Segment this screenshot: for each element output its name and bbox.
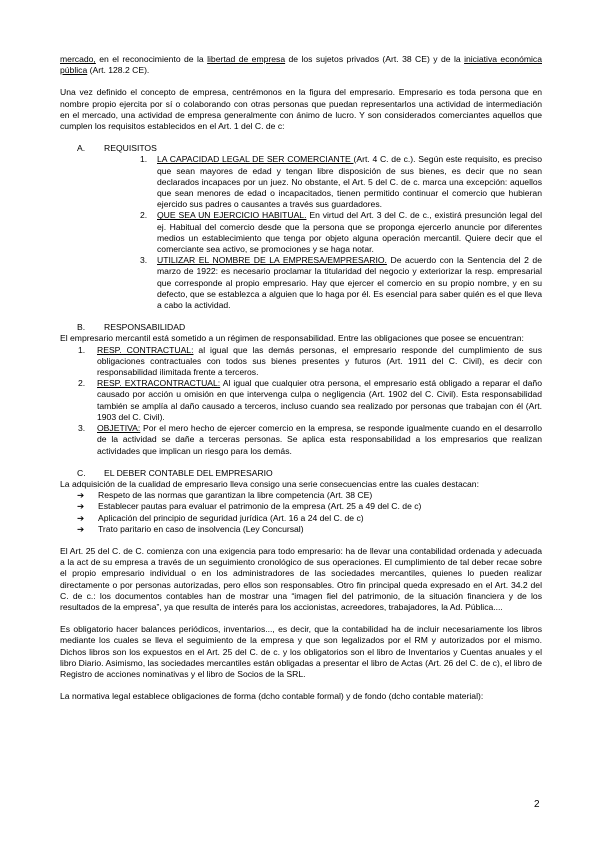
list-item [60,501,542,512]
paragraph-empresario: Una vez definido el concepto de empresa, centrémonos en la figura del empresario. Empresario es toda persona que en nombre propio ejercita por sí o colaborando con otras personas que puedan representarlos una actividad de intermediación en el mercado, una actividad de empresa generalmente con ánimo de lucro. Y son considerados comerciantes aquellos que cumplen los requisitos establecidos en el Art. 1 del C. de c: [60,87,542,132]
section-letter: B. [77,322,86,333]
item-heading: UTILIZAR EL NOMBRE DE LA EMPRESA/EMPRESARIO. [157,255,387,266]
page-number: 2 [534,799,540,810]
list-item [60,154,542,210]
document-page [60,54,542,702]
intro-term-mercado: mercado, [60,54,96,64]
paragraph-balances: Es obligatorio hacer balances periódicos, inventarios..., es decir, que la contabilidad ha de incluir necesariamente los libros mediante los cuales se lleva el seguimiento de la empresa y que son legalizados por el RM y autorizados por el mismo. Dichos libros son los expuestos en el Art. 25 del C. de c. y los obligatorios son el libro de Inventarios y Cuentas anuales y el libro Diario. Asimismo, las sociedades mercantiles están obligadas a presentar el libro de Actas (Art. 26 del C. de c), el libro de Registro de acciones nominativas y el libro de Socios de la SRL. [60,624,542,679]
section-title: RESPONSABILIDAD [104,322,186,333]
list-item [60,255,542,311]
arrow-icon: ➔ [77,490,85,501]
intro-term-iniciativa: iniciativa económica pública [60,54,542,76]
item-text: Trato paritario en caso de insolvencia (Ley Concursal) [98,523,304,534]
paragraph-deber: La adquisición de la cualidad de empresario lleva consigo una serie consecuencias entre las cuales destacan: [60,478,479,489]
item-heading: QUE SEA UN EJERCICIO HABITUAL. [157,210,307,221]
paragraph-art25: El Art. 25 del C. de C. comienza con una exigencia para todo empresario: ha de llevar una contabilidad ordenada y adecuada a la act de su empresa a través de un seguimiento cronológico de sus operaciones. El cumplimiento de tal deber recae sobre el propio empresario individual o en los administradores de las sociedades mercantiles, quienes lo pueden realizar directamente o por personas autorizadas, pero ellos son responsables. Otro fin principal queda expresado en el Art. 34.2 del C. de c.: los documentos contables han de mostrar una “imagen fiel del patrimonio, de la situación financiera y de los resultados de la empresa”, ya que resulta de interés para los accionistas, acreedores, trabajadores, la Ad. Pública.... [60,545,542,612]
consecuencias-list [60,490,542,535]
section-title: EL DEBER CONTABLE DEL EMPRESARIO [104,467,273,478]
item-number: 1. [78,344,86,355]
item-number: 2. [140,210,148,221]
list-item [60,345,542,379]
item-text: Aplicación del principio de seguridad jurídica (Art. 16 a 24 del C. de c) [98,512,364,523]
list-item [60,490,542,501]
item-text: Establecer pautas para evaluar el patrimonio de la empresa (Art. 25 a 49 del C. de c) [98,501,422,512]
list-item [60,423,542,457]
paragraph-normativa: La normativa legal establece obligaciones de forma (dcho contable formal) y de fondo (dcho contable material): [60,691,484,702]
list-item [60,210,542,255]
item-number: 1. [140,154,148,165]
item-heading: OBJETIVA: [97,423,141,434]
intro-text: de los sujetos privados (Art. 38 CE) y de la [285,54,465,64]
requisitos-list [60,154,542,311]
item-heading: RESP. EXTRACONTRACTUAL: [97,378,221,389]
item-text: (Art. 4 C. de c.). Según este requisito, es preciso que sean mayores de edad y tengan libre disposición de sus bienes, es decir que no sean declarados incapaces por un juez. No obstante, el Art. 5 del C. de c. marca una excepción: aquellos que sean menores de edad o incapacitados, tienen permitido continuar el comercio que hubieran ejercido sus padres o causantes a través sus guardadores. [157,154,542,210]
responsabilidades-list [60,345,542,457]
section-heading-requisitos [77,143,542,154]
item-number: 3. [140,255,148,266]
section-heading-responsabilidad [77,322,542,333]
section-letter: A. [77,143,86,154]
item-text: al igual que las demás personas, el empresario responde del cumplimiento de sus obligaciones contractuales con todos sus bienes presentes y futuros (Art. 1911 del C. Civil), es decir con responsabilidad ilimitada frente a terceros. [97,344,543,378]
intro-text: (Art. 128.2 CE). [87,65,150,76]
item-text: Por el mero hecho de ejercer comercio en la empresa, se responde igualmente cuando en el desarrollo de la actividad se dañe a terceras personas. Se aplica esta responsabilidad a los empresarios que realizan actividades que implican un riesgo para los demás. [97,423,542,456]
list-item [60,524,542,535]
item-text: Respeto de las normas que garantizan la libre competencia (Art. 38 CE) [98,490,373,501]
intro-paragraph [60,54,542,76]
section-letter: C. [77,467,86,478]
item-number: 2. [78,378,86,389]
intro-term-libertad: libertad de empresa [207,54,286,64]
item-text: Al igual que cualquier otra persona, el empresario está obligado a reparar el daño causado por acción u omisión en que intervenga culpa o negligencia (Art. 1902 del C. Civil). Esta responsabilidad también se amplía al daño causado a terceros, incluso cuando sea realizado por personas que trabajan con él (Art. 1903 del C. Civil). [97,378,542,422]
section-title: REQUISITOS [104,143,157,154]
list-item [60,378,542,423]
item-heading: LA CAPACIDAD LEGAL DE SER COMERCIANTE [157,154,354,165]
arrow-icon: ➔ [77,512,85,523]
intro-text: en el reconocimiento de la [95,54,208,64]
item-number: 3. [78,423,86,434]
item-heading: RESP. CONTRACTUAL: [97,344,194,355]
arrow-icon: ➔ [77,501,85,512]
arrow-icon: ➔ [77,523,85,534]
item-text: De acuerdo con la Sentencia del 2 de marzo de 1922: es necesario proclamar la titularidad del negocio y exteriorizar la resp. empresarial que corresponde al propio empresario. Hay que ejercer el comercio en su propio nombre, y en su defecto, que se establezca a alguien que lo haga por él. Es esencial para saber quién es el que lleva a cabo la actividad. [157,255,542,311]
list-item [60,513,542,524]
item-text: En virtud del Art. 3 del C. de c., existirá presunción legal del ej. Habitual del comercio desde que la persona que se proponga ejercerlo anuncie por diferentes medios un establecimiento que tenga por objeto alguna operación mercantil. Quiere decir que el comerciante sea activo, se promociones y se haga notar. [157,210,542,255]
section-heading-deber-contable [77,468,542,479]
paragraph-responsabilidad: El empresario mercantil está sometido a un régimen de responsabilidad. Entre las obligaciones que posee se encuentran: [60,333,524,344]
